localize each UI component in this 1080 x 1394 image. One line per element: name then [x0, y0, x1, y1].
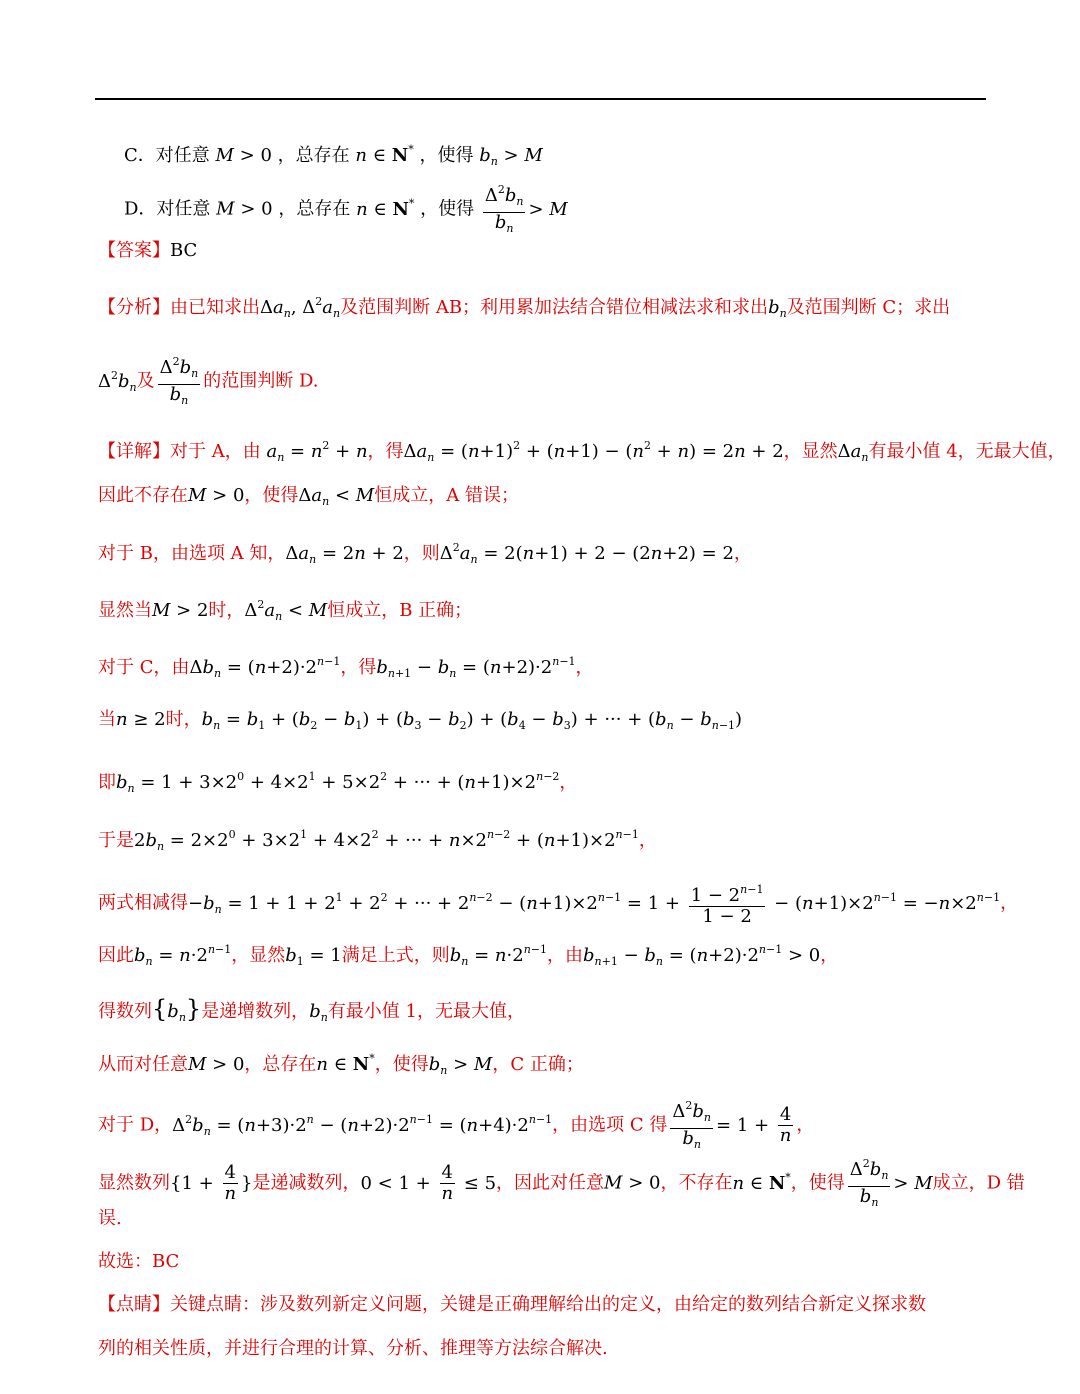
detail-b1-expr-1: $\Delta a_n = 2n + 2$: [285, 543, 404, 566]
header-rule: [95, 98, 986, 100]
detail-c2-text-2: 时，: [165, 709, 202, 730]
detail-d2-expr-1: {1 + $\frac{4}{n}$ }: [170, 1162, 253, 1204]
option-d-set: n ∈ N*: [356, 196, 415, 220]
detail-b1-text-2: ，则: [403, 543, 440, 564]
detail-b2-text-3: 恒成立，B 正确；: [327, 600, 473, 621]
detail-a-line-1: [98, 433, 1066, 471]
detail-c6-text-2: ，显然: [231, 945, 286, 966]
detail-b-line-2: [98, 592, 472, 630]
answer-tag: 【答案】: [98, 240, 170, 261]
analysis-expr-2: $b_n$: [768, 297, 787, 320]
detail-c6-text-3: 满足上式，则: [341, 945, 450, 966]
analysis-text-5: 的范围判断 D.: [203, 370, 319, 392]
analysis-line-2: [98, 352, 318, 411]
detail-d1-text-1: 对于 D，: [98, 1114, 173, 1136]
detail-b2-text-2: 时，: [208, 600, 245, 621]
option-c-set: n ∈ N*: [355, 143, 414, 166]
analysis-expr-3: $\Delta^2b_n$: [98, 368, 137, 394]
detail-c6-text-4: ，由: [547, 945, 584, 966]
detail-c6-expr-4: $b_{n+1} - b_n = (n+2)\cdot 2^{n-1} > 0$: [583, 943, 821, 968]
answer-line: [98, 238, 197, 264]
detail-c8-text-2: ，总存在: [244, 1054, 317, 1075]
comment-tag: 【点睛】: [98, 1294, 170, 1315]
detail-c-line-7: [98, 996, 525, 1031]
option-c: [124, 137, 543, 175]
detail-d2-text-3: ，因此对任意: [496, 1172, 605, 1194]
detail-c8-expr-2: n ∈ N*: [316, 1052, 375, 1075]
detail-d1-expr-2: $\frac{\Delta^2b_n}{b_n}$ = 1 + $\frac{4}{n}$: [667, 1115, 796, 1136]
detail-c2-expr-2: $b_n = b_1 + (b_2 - b_1) + (b_3 - b_2) + (b_4 - b_3)$ + ··· + $(b_n - b_{n-1})$: [201, 709, 743, 732]
detail-c1-text-2: ，得: [340, 657, 377, 678]
detail-c1-text-3: ，: [575, 657, 594, 678]
detail-c6-text-1: 因此: [98, 945, 134, 966]
detail-c7-expr-2: $b_n$: [309, 1001, 328, 1024]
analysis-text-3: 及范围判断 C；求出: [786, 297, 951, 318]
detail-c6-expr-3: $b_n = n\cdot 2^{n-1}$: [449, 943, 548, 968]
detail-c4-text-2: ，: [638, 830, 657, 851]
comment-line-1: [98, 1292, 926, 1318]
analysis-tag: 【分析】: [98, 297, 170, 318]
detail-c7-text-2: 是递增数列，: [201, 1001, 310, 1022]
detail-a2-expr-1: M > 0: [188, 485, 245, 506]
detail-c-line-6: [98, 937, 838, 975]
detail-a2-expr-2: $\Delta a_n < M$: [298, 485, 375, 508]
detail-d2-text-5: ，使得: [790, 1172, 845, 1194]
detail-d2-text-1: 显然数列: [98, 1172, 170, 1194]
detail-c7-text-1: 得数列: [98, 1001, 152, 1022]
detail-b2-expr-2: $\Delta^2a_n < M$: [244, 598, 328, 623]
detail-c-line-8: [98, 1046, 584, 1084]
detail-c8-expr-3: $b_n > M$: [428, 1054, 493, 1077]
option-d: [124, 180, 568, 239]
detail-c-line-1: [98, 649, 594, 687]
detail-c3-text-1: 即: [98, 772, 116, 793]
final-choice: [98, 1249, 179, 1275]
option-d-goal: $\frac{\Delta^2b_n}{b_n}$ > M: [480, 199, 568, 220]
detail-d1-expr-1: $\Delta^2b_n = (n+3)\cdot 2^n - (n+2)\cdot 2^{n-1} = (n+4)\cdot 2^{n-1}$: [172, 1112, 553, 1138]
detail-c8-text-4: ，C 正确；: [492, 1054, 584, 1075]
analysis-text-4: 及: [136, 370, 155, 392]
option-d-mid: ，总存在: [278, 198, 351, 220]
detail-d-line-3: [98, 1206, 122, 1232]
analysis-text-1: 由已知求出: [170, 297, 260, 318]
detail-d2-expr-4: n ∈ N*: [732, 1170, 791, 1194]
option-d-cond: M > 0: [216, 198, 273, 220]
detail-c2-expr-1: n ≥ 2: [116, 709, 166, 730]
detail-c5-text-2: ，: [1000, 892, 1019, 914]
detail-c4-expr-1: $2b_n = 2\times 2^0 + 3\times 2^1 + 4\times 2^2$ + ··· + $n\times 2^{n-2} + (n+1)\times 2^{n-1}$: [134, 828, 639, 853]
detail-c1-expr-2: $b_{n+1} - b_n = (n+2)\cdot 2^{n-1}$: [376, 655, 576, 680]
detail-d2-text-2: 是递减数列，: [252, 1172, 361, 1194]
detail-d2-expr-5: $\frac{\Delta^2b_n}{b_n}$ > M: [845, 1173, 933, 1194]
option-c-mid: ，总存在: [277, 145, 350, 166]
detail-a1-expr-3: $\Delta a_n$: [837, 441, 869, 464]
detail-c-line-3: [98, 764, 577, 802]
detail-b1-text-3: ，: [733, 543, 752, 564]
detail-a-line-2: [98, 483, 519, 515]
detail-c2-text-1: 当: [98, 709, 116, 730]
detail-b1-text-1: 对于 B，由选项 A 知，: [98, 543, 286, 564]
detail-a1-text-1: 对于 A，由: [170, 441, 261, 462]
detail-c-line-2: [98, 707, 742, 739]
detail-b-line-1: [98, 535, 752, 573]
detail-c4-text-1: 于是: [98, 830, 134, 851]
option-c-tail: ，使得: [419, 145, 474, 166]
detail-b1-expr-2: $\Delta^2a_n = 2(n+1) + 2 - (2n+2) = 2$: [439, 541, 734, 566]
option-d-prefix: D．对任意: [124, 198, 211, 220]
detail-a1-expr-2: $\Delta a_n = (n+1)^2 + (n+1) - (n^2 + n) = 2n + 2$: [403, 439, 784, 464]
detail-d2-text-4: ，不存在: [660, 1172, 733, 1194]
analysis-expr-1: $\Delta a_n$, $\Delta^2a_n$: [260, 295, 341, 320]
detail-a2-text-3: 恒成立，A 错误；: [374, 485, 519, 506]
analysis-text-2: 及范围判断 AB；利用累加法结合错位相减法求和求出: [340, 297, 769, 318]
detail-c7-text-3: 有最小值 1，无最大值，: [327, 1001, 525, 1022]
detail-a2-text-1: 因此不存在: [98, 485, 188, 506]
detail-d1-text-3: ，: [796, 1114, 815, 1136]
comment-text-2: 列的相关性质，并进行合理的计算、分析、推理等方法综合解决.: [98, 1338, 608, 1359]
detail-c1-expr-1: $\Delta b_n = (n+2)\cdot 2^{n-1}$: [189, 655, 341, 680]
detail-d3-text-1: 误.: [98, 1208, 122, 1229]
detail-d2-text-6: 成立，D 错: [932, 1172, 1025, 1194]
detail-a1-expr-1: $a_n = n^2 + n$: [266, 439, 368, 464]
analysis-expr-4: $\frac{\Delta^2b_n}{b_n}$: [155, 371, 204, 392]
option-c-prefix: C．对任意: [124, 145, 210, 166]
detail-a2-text-2: ，使得: [244, 485, 299, 506]
detail-tag: 【详解】: [98, 441, 170, 462]
detail-d-line-1: [98, 1096, 814, 1155]
detail-c3-expr-1: $b_n = 1 + 3\times 2^0 + 4\times 2^1 + 5\times 2^2$ + ··· + $(n+1)\times 2^{n-2}$: [116, 770, 560, 795]
final-choice-text: 故选：BC: [98, 1251, 180, 1272]
detail-b2-text-1: 显然当: [98, 600, 152, 621]
detail-c3-text-2: ，: [559, 772, 578, 793]
detail-c5-text-1: 两式相减得: [98, 892, 188, 914]
detail-d2-expr-3: M > 0: [604, 1172, 661, 1194]
detail-c6-expr-1: $b_n = n\cdot 2^{n-1}$: [134, 943, 232, 968]
detail-d-line-2: [98, 1154, 1025, 1213]
detail-c1-text-1: 对于 C，由: [98, 657, 190, 678]
detail-c6-expr-2: $b_1 = 1$: [285, 945, 342, 968]
detail-c8-text-3: ，使得: [374, 1054, 429, 1075]
option-c-cond: M > 0: [215, 145, 272, 166]
detail-d1-text-2: ，由选项 C 得: [552, 1114, 668, 1136]
detail-d2-expr-2: 0 < 1 + $\frac{4}{n}$ ≤ 5: [360, 1162, 497, 1204]
comment-line-2: [98, 1336, 608, 1362]
comment-text-1: 关键点睛：涉及数列新定义问题，关键是正确理解给出的定义，由给定的数列结合新定义探求数: [170, 1294, 926, 1315]
detail-b2-expr-1: M > 2: [152, 600, 209, 621]
detail-a1-text-2: ，得: [367, 441, 404, 462]
detail-a1-text-3: ，显然: [783, 441, 838, 462]
detail-c5-expr-1: $-b_n = 1 + 1 + 2^1 + 2^2$ + ··· + $2^{n-2} - (n+1)\times 2^{n-1} = 1$ + $\frac{1 - 2^{n-1}}{1 - 2}$ − $(n+1)\times 2^{n-1} = -n\times 2^{n-1}$: [188, 893, 1000, 914]
detail-a1-text-4: 有最小值 4，无最大值，: [868, 441, 1066, 462]
detail-c-line-5: [98, 880, 1018, 927]
answer-value: BC: [170, 240, 198, 261]
option-d-tail: ，使得: [420, 198, 475, 220]
detail-c6-text-5: ，: [820, 945, 839, 966]
analysis-line-1: [98, 289, 950, 327]
detail-c7-expr-1: $\{b_n\}$: [152, 995, 202, 1024]
detail-c8-text-1: 从而对任意: [98, 1054, 188, 1075]
detail-c-line-4: [98, 822, 657, 860]
detail-c8-expr-1: M > 0: [188, 1054, 245, 1075]
option-c-goal: $b_n > M$: [479, 145, 543, 168]
